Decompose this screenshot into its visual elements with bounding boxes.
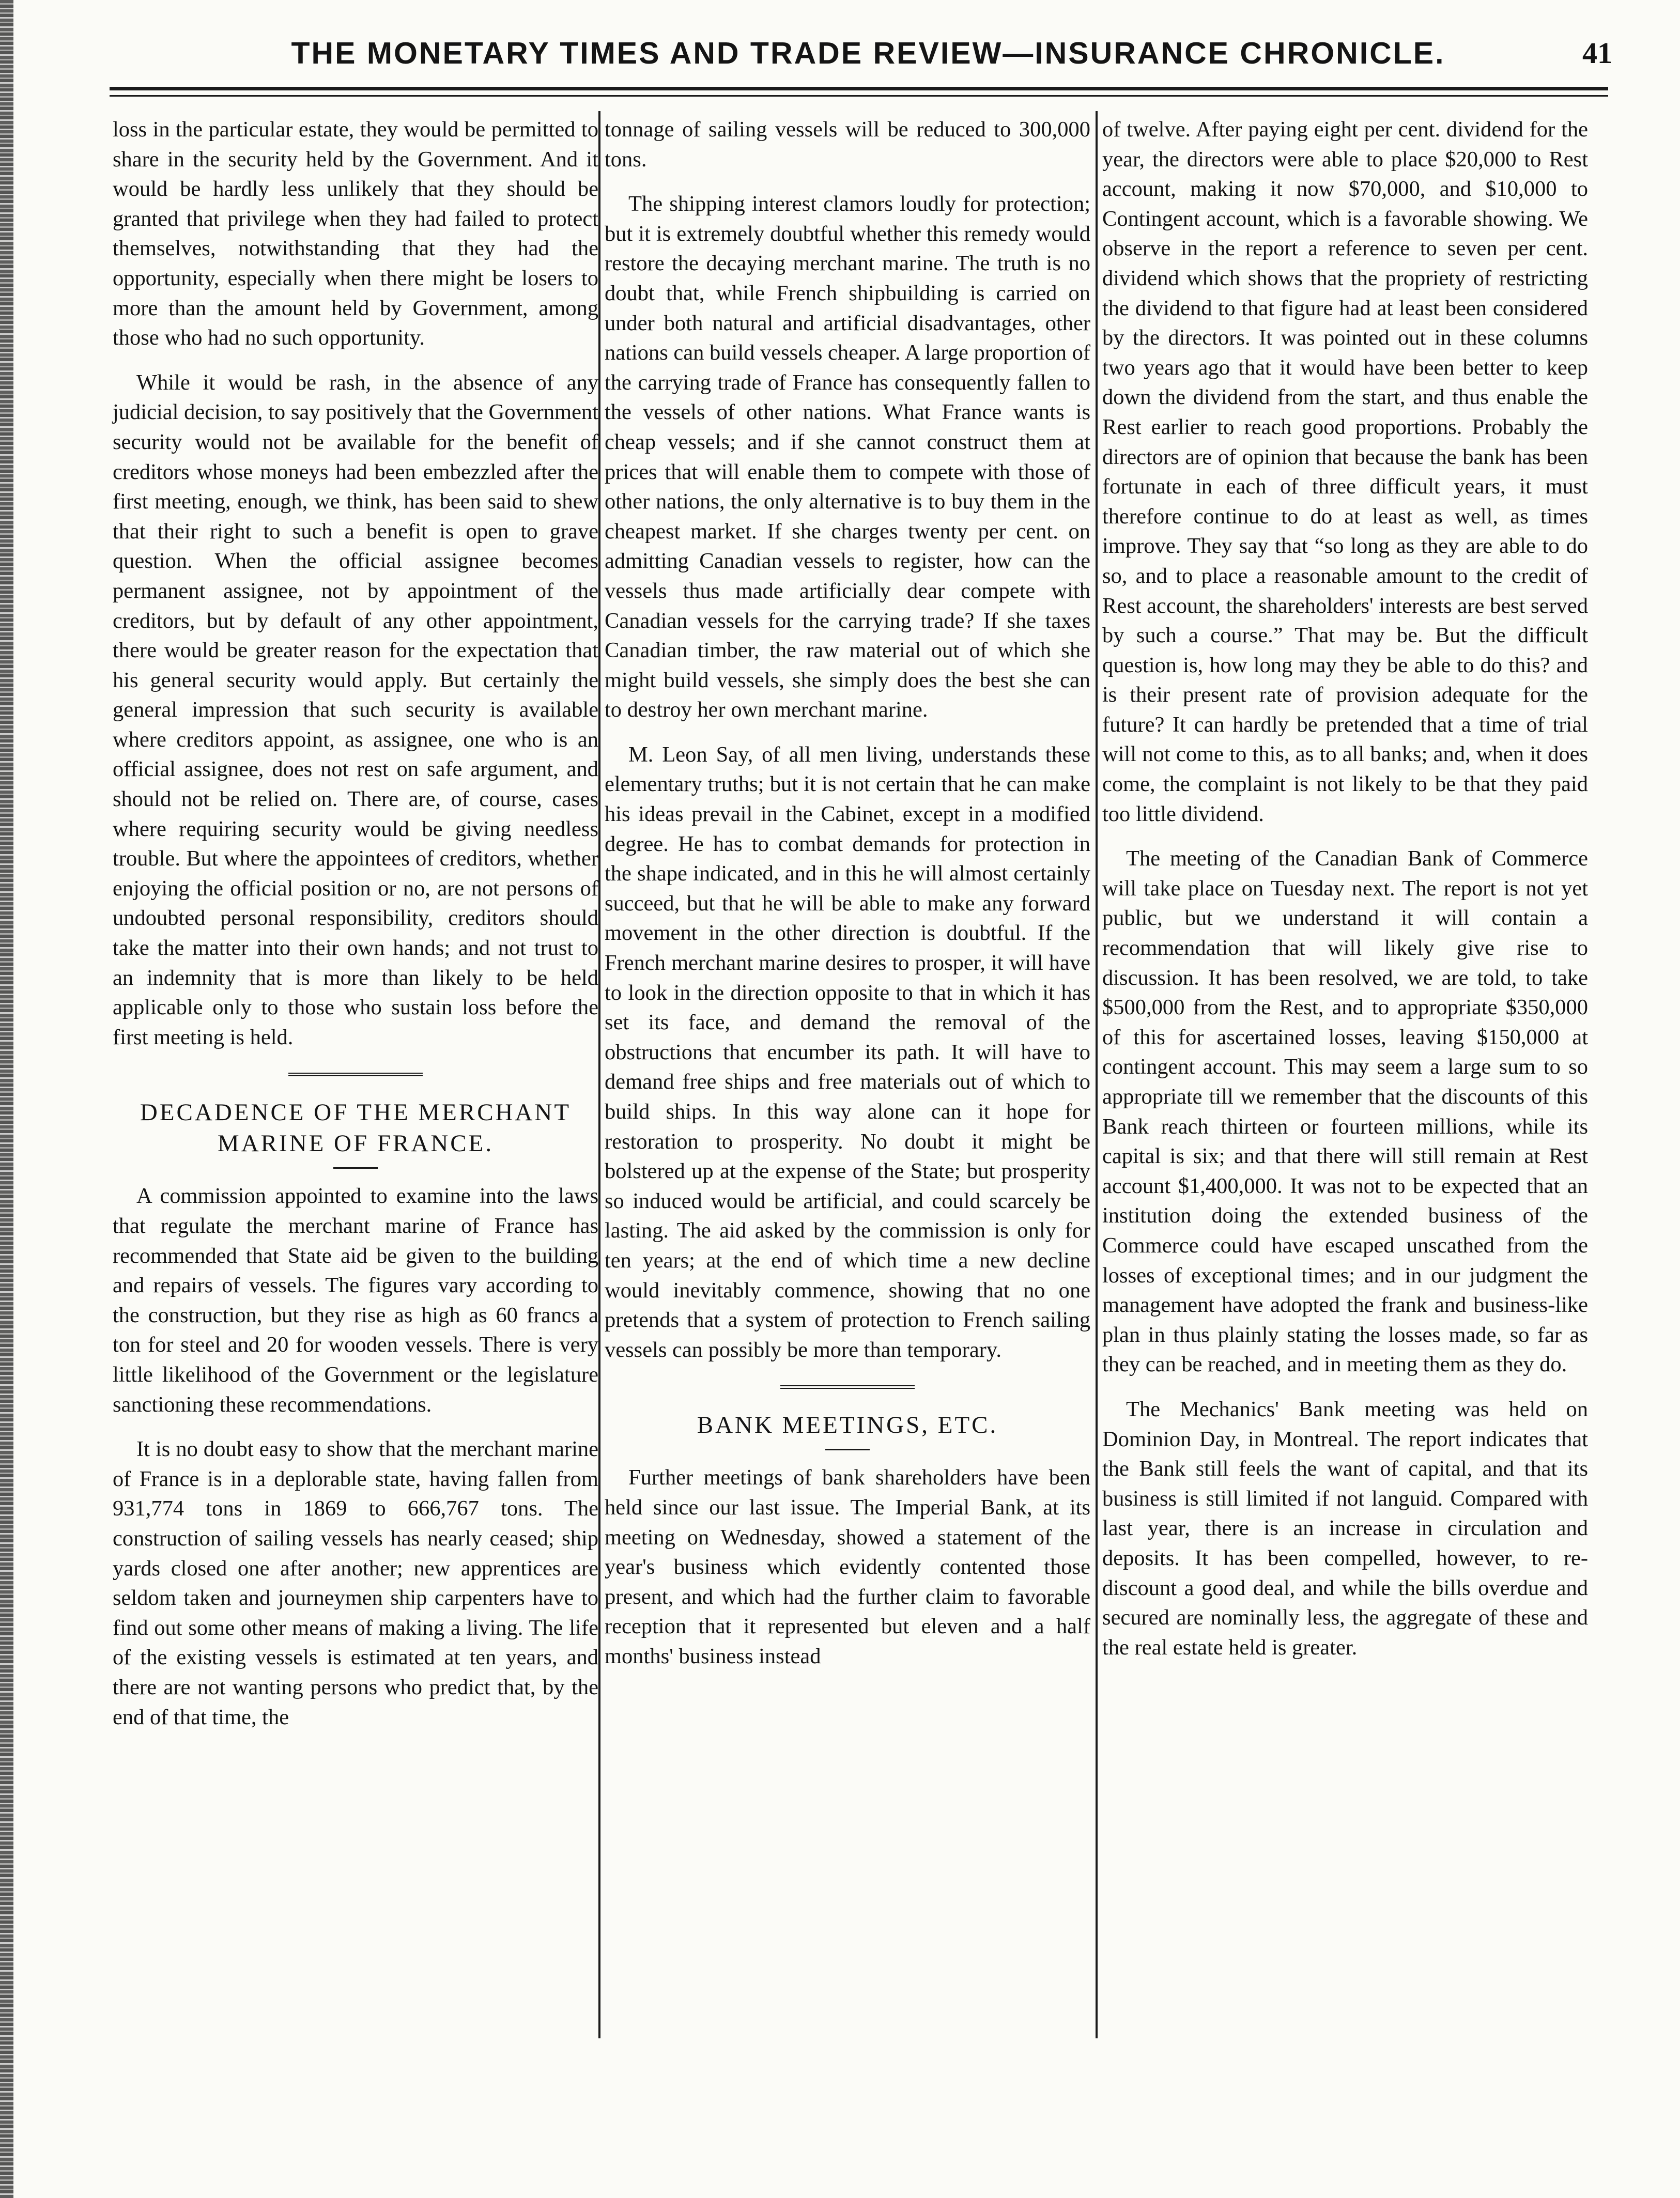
page-header	[103, 30, 1612, 76]
article-paragraph: tonnage of sailing vessels will be reduced to 300,000 tons.	[605, 117, 1090, 172]
column-divider-right	[1096, 111, 1098, 2038]
column-2	[605, 115, 1090, 1686]
article-paragraph: While it would be rash, in the absence of any judicial decision, to say positively that the Government security would not be available for the benefit of creditors whose moneys had been embezzled after the first meeting, enough, we think, has been said to shew that their right to such a benefit is open to grave question. When the official assignee becomes permanent assignee, not by appointment of the creditors, but by default of any other appointment, there would be greater reason for the expectation that his general security would apply. But certainly the general impression that such security is available where creditors appoint, as assignee, one who is an official assignee, does not rest on safe argument, and should not be relied on. There are, of course, cases where requiring security would be giving needless trouble. But where the appointees of creditors, whether enjoying the official position or no, are not persons of undoubted personal responsibility, creditors should take the matter into their own hands; and not trust to an indemnity that is more than likely to be held applicable only to those who sustain loss before the first meeting is held.	[113, 370, 598, 1049]
article-paragraph: A commission appointed to examine into the laws that regulate the merchant marine of France has recommended that State aid be given to the building and repairs of vessels. The figures vary according to the construction, but they rise as high as 60 francs a ton for steel and 20 for wooden vessels. There is very little likelihood of the Government or the legislature sanctioning these recommendations.	[113, 1184, 598, 1417]
article-paragraph: loss in the particular estate, they would be permitted to share in the security held by the Government. And it would be hardly less unlikely that they should be granted that privilege when they had failed to protect themselves, notwithstanding that they had the opportunity, especially when there might be losers to more than the amount held by Government, among those who had no such opportunity.	[113, 117, 598, 350]
header-rule-thick	[110, 87, 1608, 90]
article-heading-merchant-marine: DECADENCE OF THE MERCHANT MARINE OF FRANCE.	[140, 1099, 572, 1157]
column-3	[1102, 115, 1588, 1677]
article-paragraph: Further meetings of bank shareholders have been held since our last issue. The Imperial Bank, at its meeting on Wednesday, showed a statement of the year's business which evidently contented those present, and which had the further claim to favorable reception that it represented but eleven and a half months' business instead	[605, 1465, 1090, 1668]
article-heading-bank-meetings: BANK MEETINGS, ETC.	[697, 1412, 998, 1439]
article-paragraph: It is no doubt easy to show that the merchant marine of France is in a deplorable state, having fallen from 931,774 tons in 1869 to 666,767 tons. The construction of sailing vessels has nearly ceased; ship yards closed one after another; new apprentices are seldom taken and journeymen ship carpenters have to find out some other means of making a living. The life of the existing vessels is estimated at ten years, and there are not wanting persons who predict that, by the end of that time, the	[113, 1437, 598, 1729]
heading-rule	[825, 1449, 870, 1450]
column-divider-left	[598, 111, 600, 2038]
article-paragraph: M. Leon Say, of all men living, understands these elementary truths; but it is not certain that he can make his ideas prevail in the Cabinet, except in a modified degree. He has to combat demands for protection in the shape indicated, and in this he will almost certainly succeed, but that he will be able to make any forward movement in the other direction is doubtful. If the French merchant marine desires to prosper, it will have to look in the direction opposite to that in which it has set its face, and demand the removal of the obstructions that encumber its path. It will have to demand free ships and free materials out of which to build ships. In this way alone can it hope for restoration to prosperity. No doubt it might be bolstered up at the expense of the State; but prosperity so induced would be artificial, and could scarcely be lasting. The aid asked by the commission is only for ten years; at the end of which time a new decline would inevitably commence, showing that no one pretends that a system of protection to French sailing vessels can possibly be more than temporary.	[605, 742, 1090, 1362]
article-paragraph: of twelve. After paying eight per cent. dividend for the year, the directors were able to place $20,000 to Rest account, making it now $70,000, and $10,000 to Contingent account, which is a favorable showing. We observe in the report a reference to seven per cent. dividend which shows that the propriety of restricting the dividend to that figure had at least been considered by the directors. It was pointed out in these columns two years ago that it would have been better to keep down the dividend from the start, and thus enable the Rest earlier to reach good proportions. Probably the directors are of opinion that because the bank has been fortunate in each of three difficult years, it must therefore continue to do at least as well, as times improve. They say that “so long as they are able to do so, and to place a reasonable amount to the credit of Rest account, the shareholders' interests are best served by such a course.” That may be. But the difficult question is, how long may they be able to do this? and is their present rate of provision adequate for the future? It can hardly be pretended that a time of trial will not come to this, as to all banks; and, when it does come, the complaint is not likely to be that they paid too little dividend.	[1102, 117, 1588, 826]
heading-rule	[333, 1167, 378, 1169]
page-binding-edge	[0, 0, 13, 2198]
column-1	[113, 115, 598, 1747]
running-title: THE MONETARY TIMES AND TRADE REVIEW—INSURANCE CHRONICLE.	[291, 36, 1445, 70]
section-divider	[780, 1385, 915, 1392]
header-rule-thin	[110, 95, 1608, 97]
section-divider	[288, 1073, 423, 1079]
article-paragraph: The shipping interest clamors loudly for protection; but it is extremely doubtful whether this remedy would restore the decaying merchant marine. The truth is no doubt that, while French shipbuilding is carried on under both natural and artificial disadvantages, other nations can build vessels cheaper. A large proportion of the carrying trade of France has consequently fallen to the vessels of other nations. What France wants is cheap vessels; and if she cannot construct them at prices that will enable them to compete with those of other nations, the only alternative is to buy them in the cheapest market. If she charges twenty per cent. on admitting Canadian vessels to register, how can the vessels thus made artificially dear compete with Canadian vessels for the carrying trade? If she taxes Canadian timber, the raw material out of which she might build vessels, she simply does the best she can to destroy her own merchant marine.	[605, 192, 1090, 722]
article-paragraph: The Mechanics' Bank meeting was held on Dominion Day, in Montreal. The report indicates that the Bank still feels the want of capital, and that its business is still limited if not languid. Compared with last year, there is an increase in circulation and deposits. It has been compelled, however, to re-discount a good deal, and while the bills overdue and secured are nominally less, the aggregate of these and the real estate held is greater.	[1102, 1397, 1588, 1660]
article-paragraph: The meeting of the Canadian Bank of Commerce will take place on Tuesday next. The report is not yet public, but we understand it will contain a recommendation that will likely give rise to discussion. It has been resolved, we are told, to take $500,000 from the Rest, and to appropriate $350,000 of this for ascertained losses, leaving $150,000 at contingent account. This may seem a large sum to so appropriate till we remember that the discounts of this Bank reach thirteen or fourteen millions, while its capital is six; and that there will still remain at Rest account $1,400,000. It was not to be expected that an institution doing the extended business of the Commerce could have escaped unscathed from the losses of exceptional times; and in our judgment the management have adopted the frank and business-like plan in thus plainly stating the losses made, so far as they can be reached, and in meeting them as they do.	[1102, 846, 1588, 1377]
page-number: 41	[1582, 36, 1612, 70]
